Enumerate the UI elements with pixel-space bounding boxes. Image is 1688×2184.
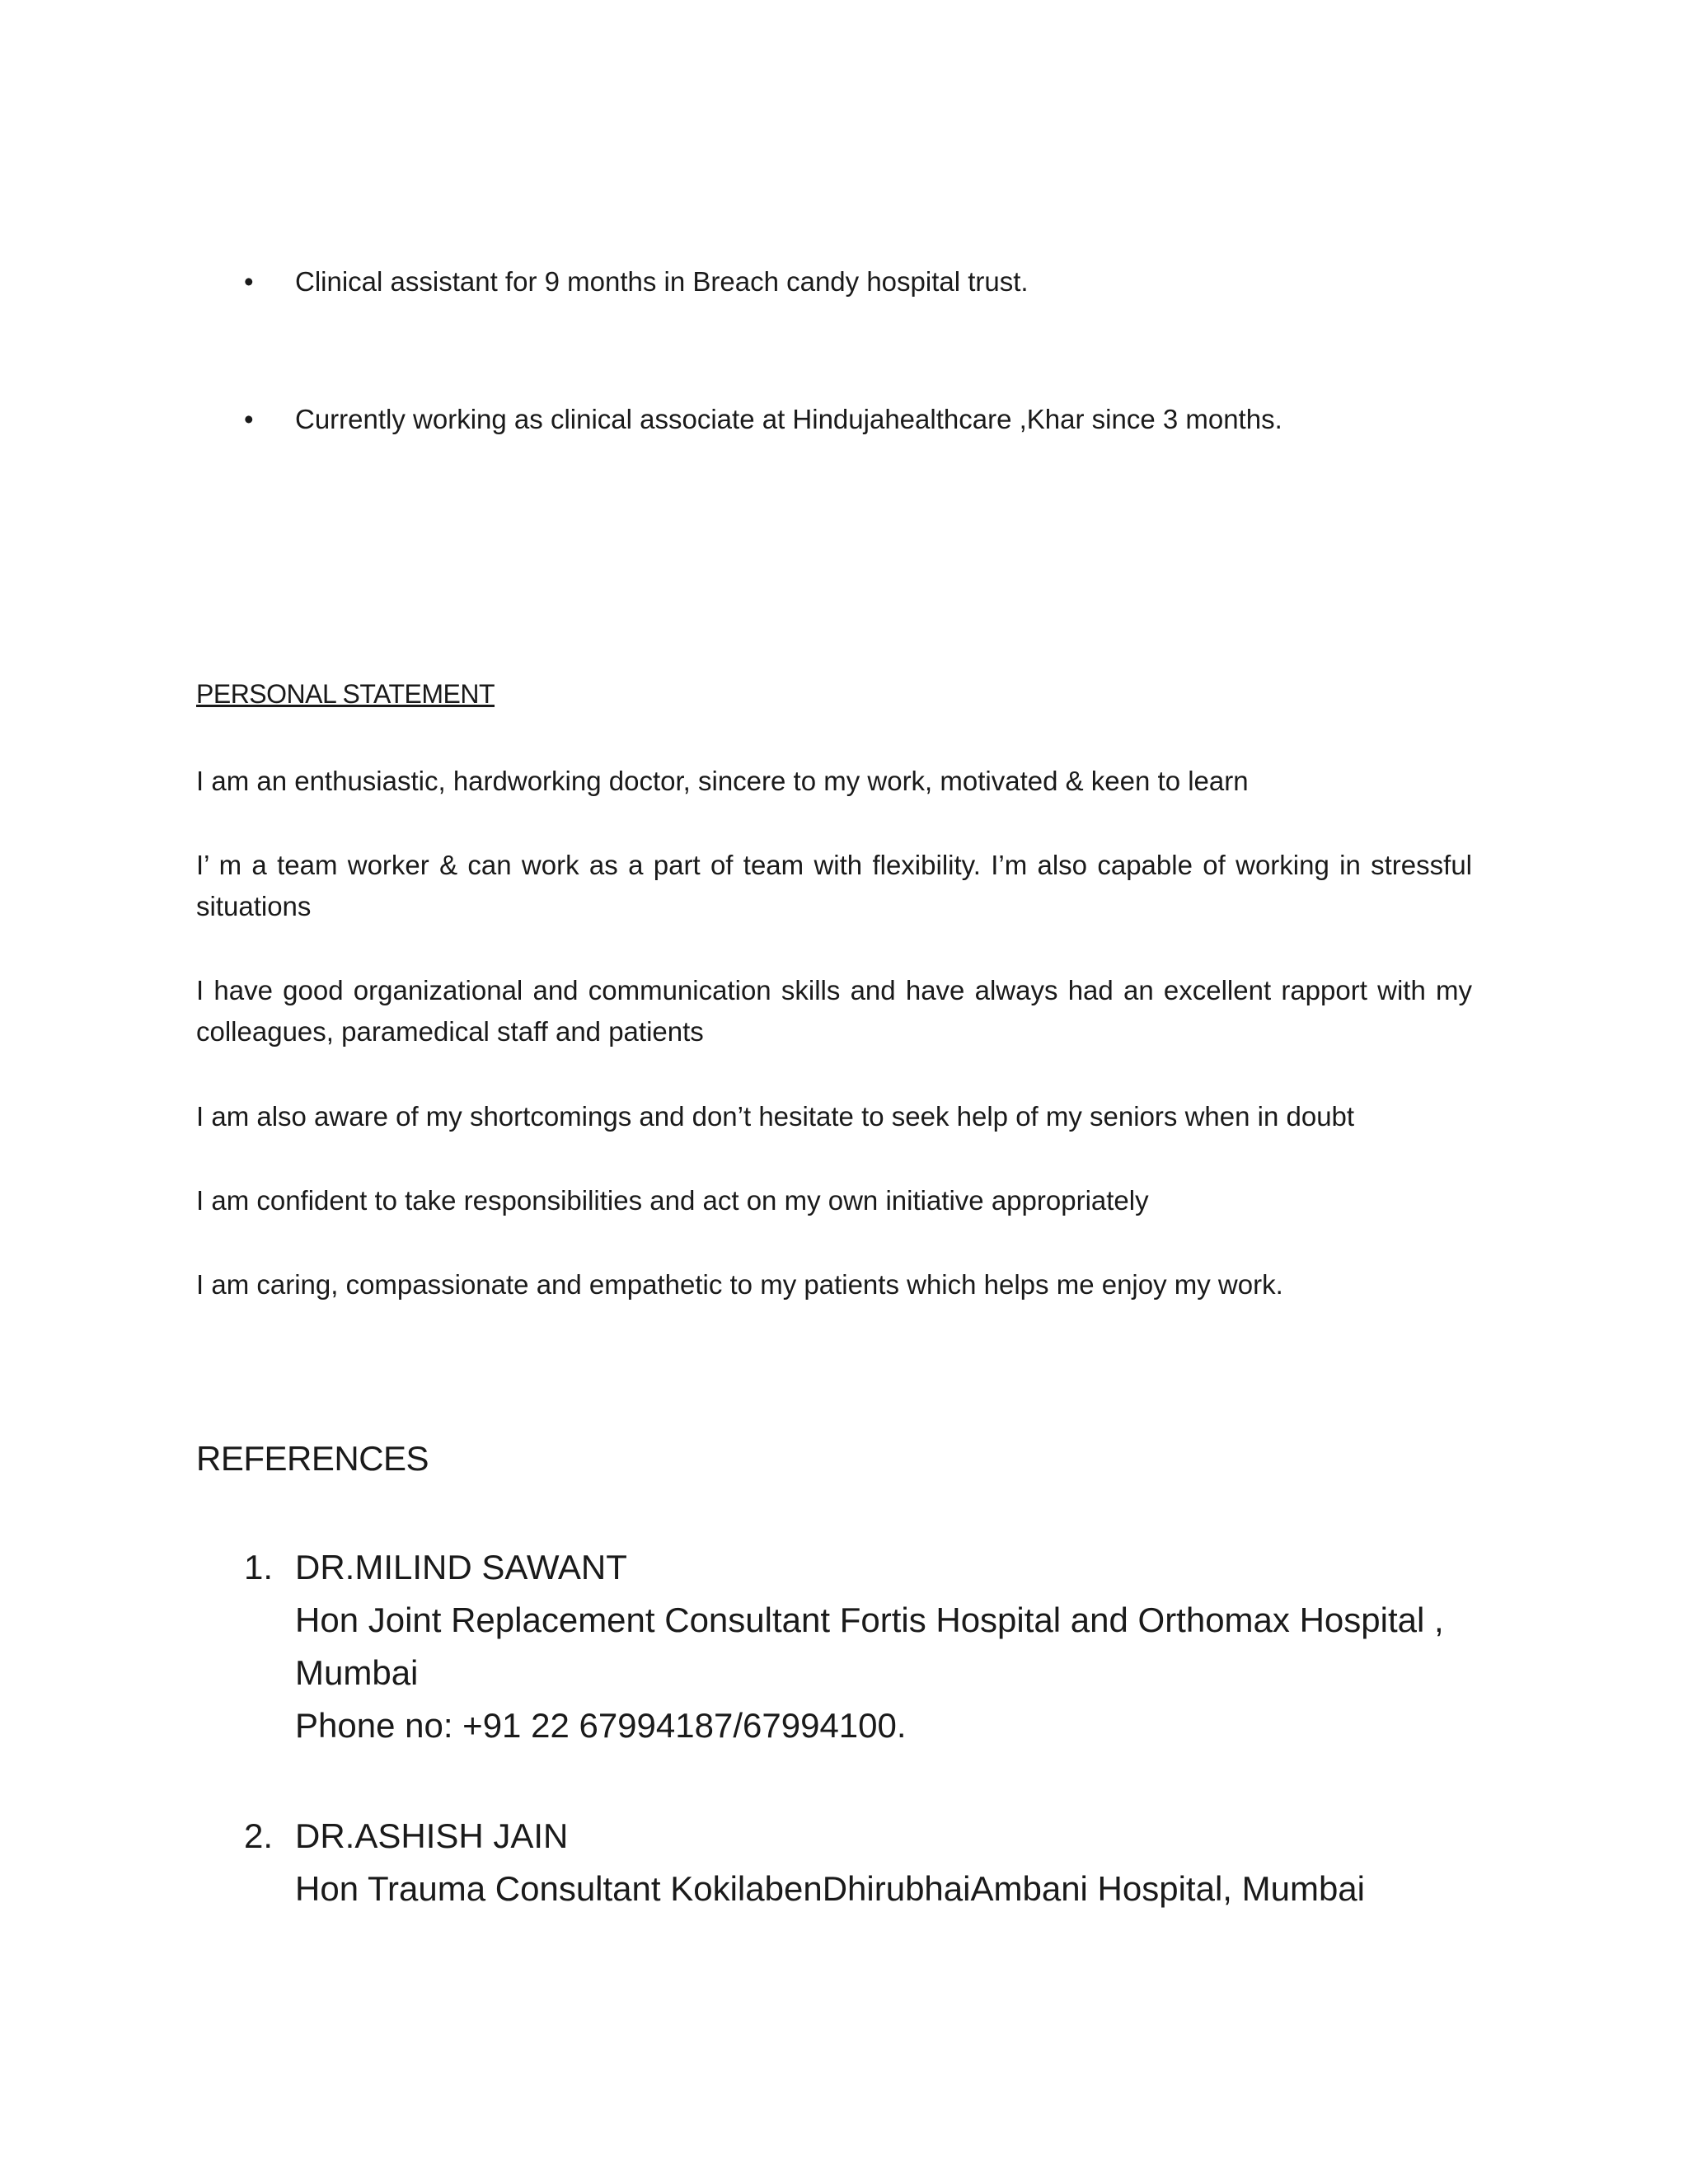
reference-body (295, 1541, 1482, 1752)
statement-paragraph: I’ m a team worker & can work as a part of team with flexibility. I’m also capable of working in stressful situations (196, 850, 1472, 921)
reference-role: Hon Trauma Consultant KokilabenDhirubhaiAmbani Hospital, Mumbai (295, 1869, 1366, 1908)
reference-name: DR.ASHISH JAIN (295, 1816, 569, 1855)
experience-bullet-text: Clinical assistant for 9 months in Breach candy hospital trust. (295, 266, 1029, 297)
personal-statement-heading: PERSONAL STATEMENT (196, 679, 495, 709)
reference-phone: Phone no: +91 22 67994187/67994100. (295, 1706, 907, 1745)
references-heading: REFERENCES (196, 1439, 429, 1478)
reference-number: 1. (244, 1548, 274, 1586)
statement-paragraph: I am also aware of my shortcomings and don’t hesitate to seek help of my seniors when in doubt (196, 1101, 1355, 1132)
experience-bullet-text: Currently working as clinical associate at Hindujahealthcare ,Khar since 3 months. (295, 404, 1282, 434)
bullet-marker: • (244, 266, 254, 297)
reference-name: DR.MILIND SAWANT (295, 1548, 627, 1586)
statement-paragraph: I am confident to take responsibilities and act on my own initiative appropriately (196, 1185, 1149, 1216)
bullet-marker: • (244, 404, 254, 434)
reference-number: 2. (244, 1816, 274, 1855)
statement-paragraph: I have good organizational and communication skills and have always had an excellent rapport with my colleagues, paramedical staff and patients (196, 975, 1472, 1047)
statement-paragraph: I am caring, compassionate and empathetic to my patients which helps me enjoy my work. (196, 1269, 1283, 1300)
reference-body (295, 1810, 1482, 1915)
reference-role: Hon Joint Replacement Consultant Fortis Hospital and Orthomax Hospital , (295, 1601, 1444, 1639)
reference-role-continued: Mumbai (295, 1653, 419, 1692)
statement-paragraph: I am an enthusiastic, hardworking doctor, sincere to my work, motivated & keen to learn (196, 766, 1249, 796)
